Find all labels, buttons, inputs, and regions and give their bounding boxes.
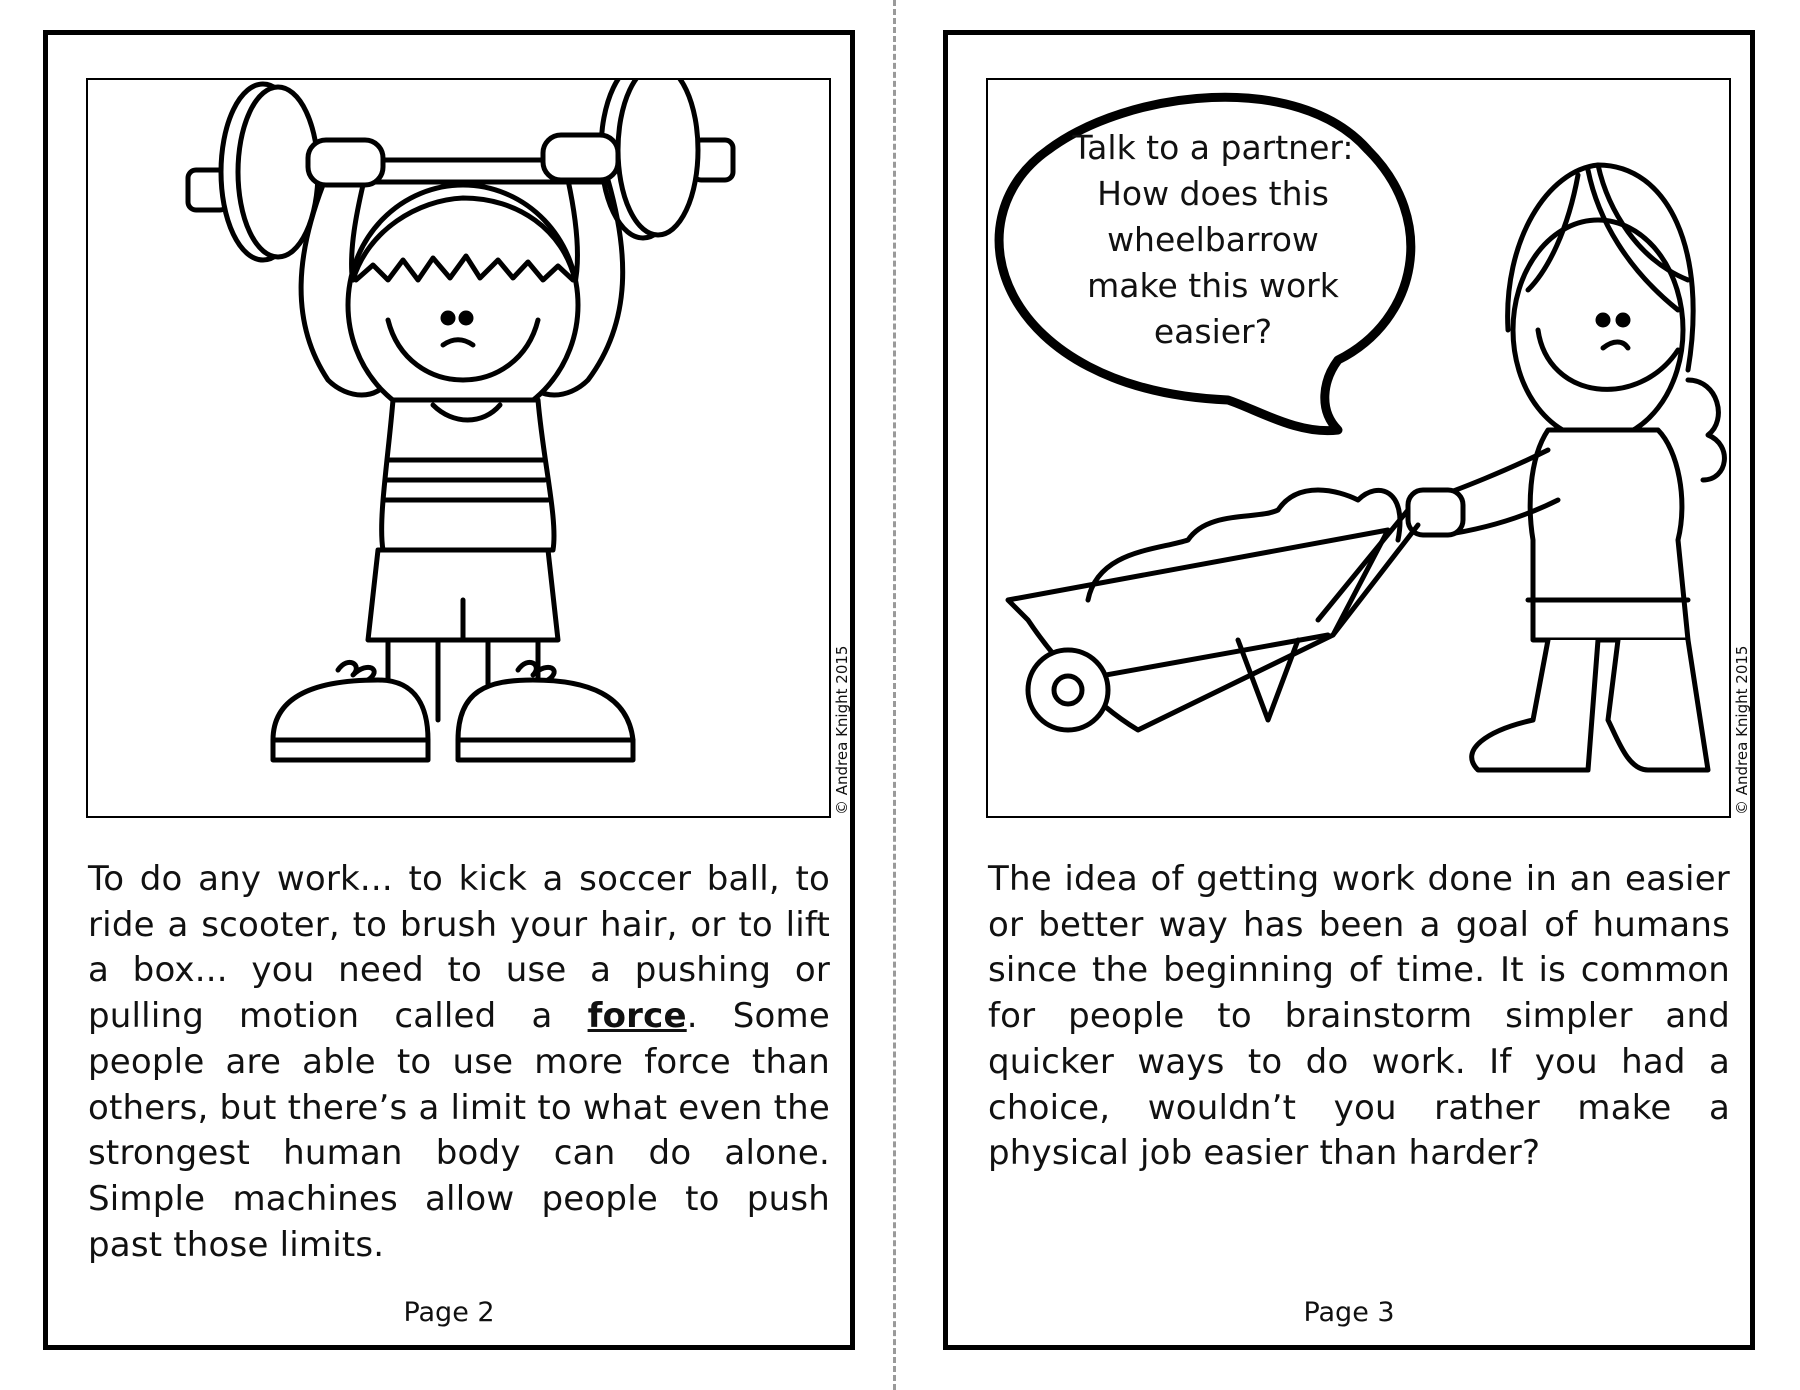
body-text-end: . Some people are able to use more force than others, but there’s a limit to what even the strongest human body can do alone. Simple machines allow people to push past those limits.: [88, 996, 830, 1265]
fold-divider: [893, 0, 896, 1390]
bubble-line-3: wheelbarrow: [1107, 220, 1319, 259]
body-text-start: To do any work... to kick a soccer ball, to ride a scooter, to brush your hair, or to lift a box... you need to use a pushing or pulling motion called a: [88, 859, 830, 1037]
booklet-page-2: [43, 30, 855, 1350]
booklet-page-3: [943, 30, 1755, 1350]
weightlifter-illustration: [86, 78, 831, 818]
page-number: Page 2: [403, 1297, 495, 1328]
bubble-line-5: easier?: [1153, 312, 1273, 351]
bubble-line-2: How does this: [1097, 174, 1329, 213]
wheelbarrow-illustration: [986, 78, 1731, 818]
copyright-credit: © Andrea Knight 2015: [833, 645, 851, 815]
keyword-force: force: [587, 996, 687, 1037]
bubble-line-1: Talk to a partner:: [1072, 128, 1354, 167]
bubble-line-4: make this work: [1087, 266, 1339, 305]
speech-bubble-text: [1043, 125, 1383, 355]
copyright-credit: © Andrea Knight 2015: [1733, 645, 1751, 815]
page-number: Page 3: [1303, 1297, 1395, 1328]
page-body-text: [88, 857, 830, 1268]
page-body-text: The idea of getting work done in an easier or better way has been a goal of humans since the beginning of time. It is common for people to brainstorm simpler and quicker ways to do work. If you had a choice, wouldn’t you rather make a physical job easier than harder?: [988, 859, 1730, 1174]
